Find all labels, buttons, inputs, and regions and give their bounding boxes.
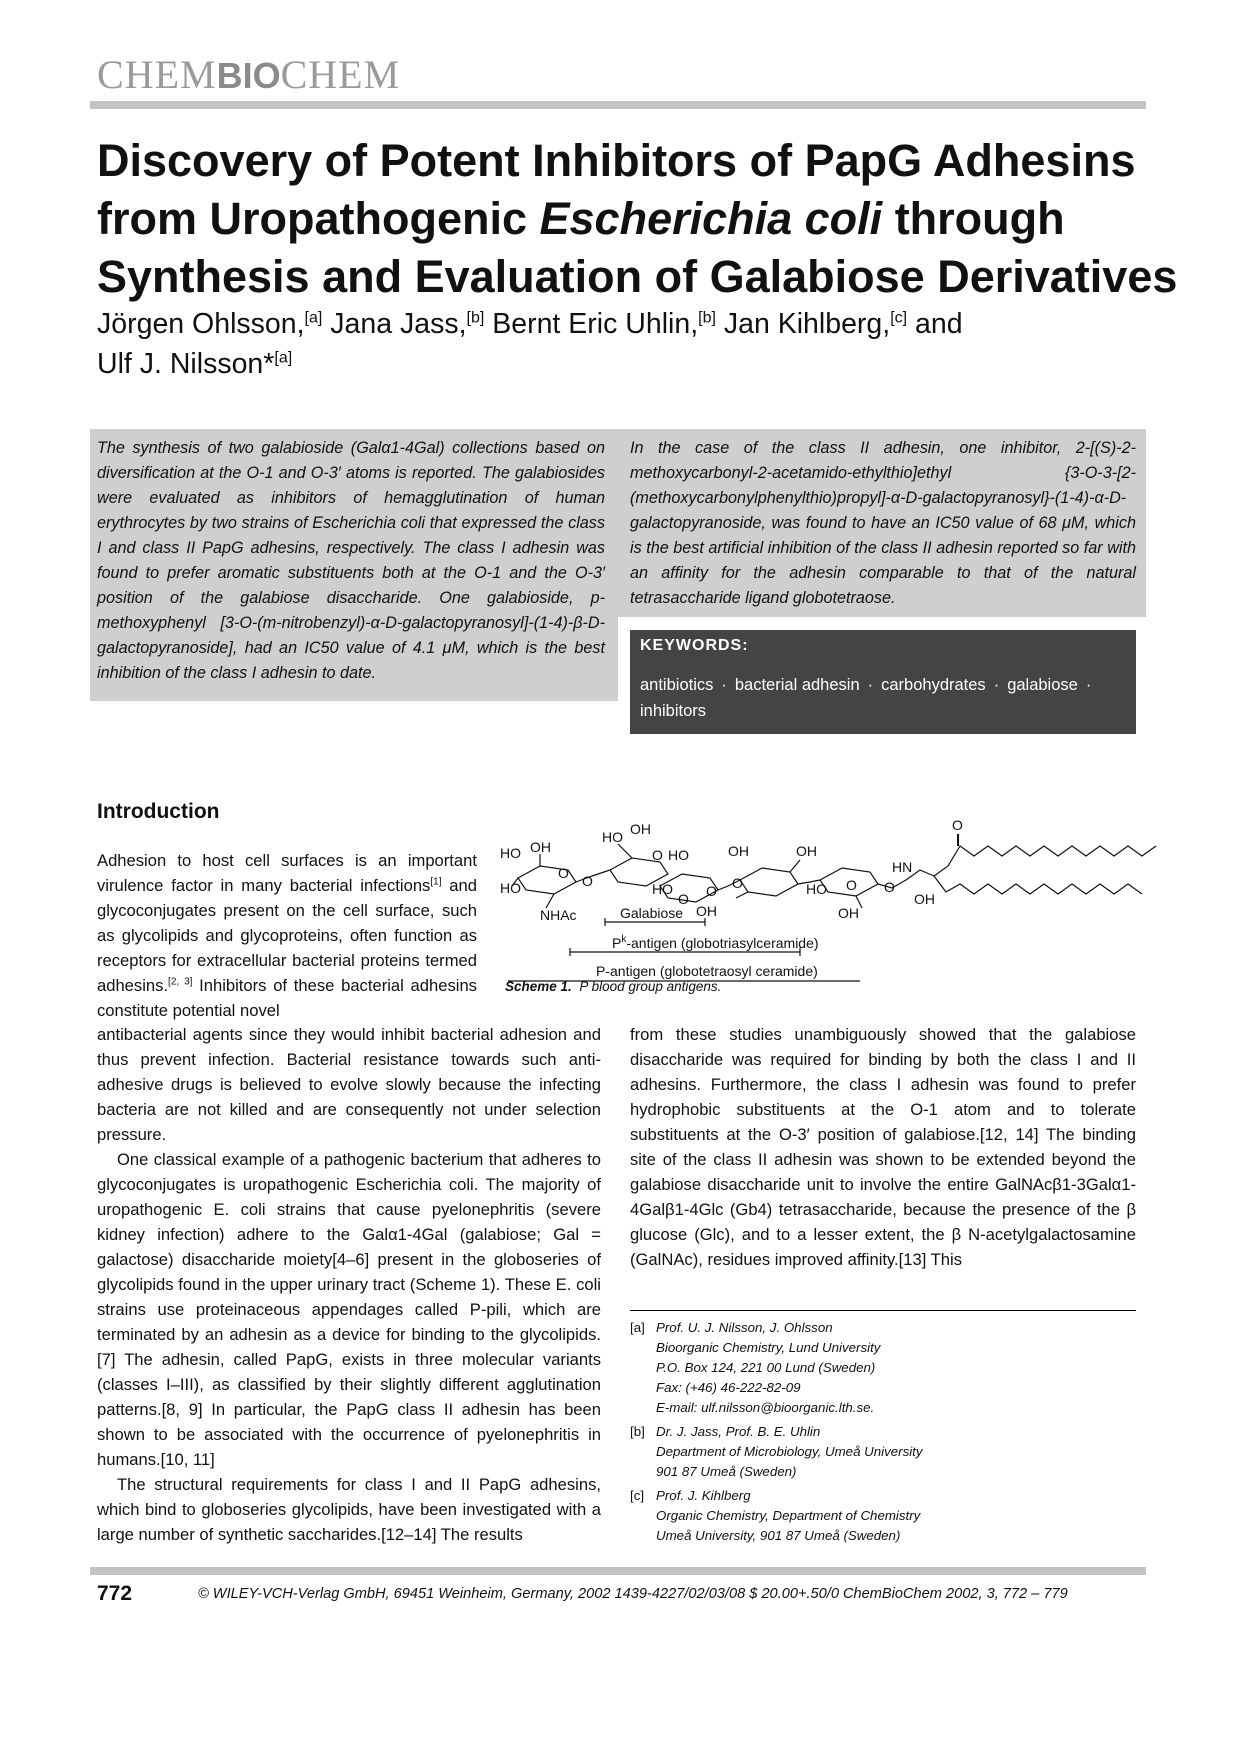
scheme-label: HO [602, 829, 623, 845]
intro-text: and glycoconjugates present on the cell surface, such as glycolipids and glycoproteins, often function as receptors for extracellular bacterial proteins termed adhesins. [97, 876, 477, 995]
section-heading-introduction: Introduction [97, 800, 220, 823]
keyword: inhibitors [640, 702, 707, 720]
keywords-list [640, 672, 1130, 724]
footer-citation: © WILEY-VCH-Verlag GmbH, 69451 Weinheim, Germany, 2002 1439-4227/02/03/08 $ 20.00+.50/0 ChemBioChem 2002, 3, 772 – 779 [198, 1586, 1068, 1602]
affiliation-line: Prof. J. Kihlberg [656, 1488, 751, 1503]
keyword: bacterial adhesin [734, 676, 860, 694]
citation: [2, 3] [168, 976, 193, 988]
scheme-label: O [582, 873, 593, 889]
scheme-label: HO [652, 881, 673, 897]
scheme-label: OH [796, 843, 817, 859]
scheme-label: O [678, 891, 689, 907]
scheme-label: O [706, 883, 717, 899]
scheme-pk-antigen-label [612, 934, 819, 951]
scheme-label: O [884, 879, 895, 895]
keyword: carbohydrates [881, 676, 986, 694]
abstract-left: The synthesis of two galabioside (Galα1-4Gal) collections based on diversification at the O-1 and O-3′ atoms is reported. The galabiosides were evaluated as inhibitors of hemagglutination of human erythrocytes by two strains of Escherichia coli that expressed the class I and class II PapG adhesins, respectively. The class I adhesin was found to prefer aromatic substituents both at the O-1 and the O-3′ position of the galabiose disaccharide. One galabioside, p-methoxyphenyl [3-O-(m-nitrobenzyl)-α-D-galactopyranosyl]-(1-4)-β-D-galactopyranoside], had an IC50 value of 4.1 μM, which is the best inhibition of the class I adhesin to date. [97, 439, 605, 682]
scheme-label: OH [728, 843, 749, 859]
affiliation-line: P.O. Box 124, 221 00 Lund (Sweden) [656, 1360, 876, 1375]
scheme-label: O [732, 875, 743, 891]
title-line-3: Synthesis and Evaluation of Galabiose Derivatives [97, 251, 1178, 302]
author-4-affil: [c] [890, 309, 908, 327]
affiliation-tag: [c] [630, 1488, 645, 1503]
affiliation-rule [630, 1310, 1136, 1311]
intro-text: Inhibitors of these bacterial adhesins constitute potential novel [97, 976, 477, 1020]
scheme-label: OH [838, 905, 859, 921]
author-5-affil: [a] [274, 349, 293, 367]
affiliations [630, 1318, 1136, 1550]
intro-column-2: from these studies unambiguously showed that the galabiose disaccharide was required for binding by both the class I and II adhesins. Furthermore, the class I adhesin was found to prefer hydrophobic substituents at the O-1 atom and to tolerate substituents at the O-3′ position of galabiose.[12, 14] The binding site of the class II adhesin was shown to be extended beyond the galabiose disaccharide unit to involve the entire GalNAcβ1-3Galα1-4Galβ1-4Glc (Gb4) tetrasaccharide, because the presence of the β glucose (Glc), and to a lesser extent, the β N-acetylgalactosamine (GalNAc), residues improved affinity.[13] This [630, 1025, 1136, 1269]
scheme-pk-post: -antigen (globotriasylceramide) [626, 935, 819, 951]
journal-logo [97, 52, 401, 97]
author-5: Ulf J. Nilsson* [97, 348, 275, 380]
journal-logo-bio: BIO [216, 55, 281, 96]
affiliation-line: Fax: (+46) 46-222-82-09 [656, 1380, 801, 1395]
title-line-2-post: through [882, 193, 1065, 244]
journal-logo-chem2: CHEM [280, 52, 401, 97]
citation: [1] [430, 876, 442, 888]
scheme-label: NHAc [540, 907, 577, 923]
scheme-p-antigen-label: P-antigen (globotetraosyl ceramide) [596, 963, 818, 979]
abstract-right: In the case of the class II adhesin, one inhibitor, 2-[(S)-2-methoxycarbonyl-2-acetamido-ethylthio]ethyl {3-O-3-[2-(methoxycarbonylphenylthio)propyl]-α-D-galactopyranosyl}-(1-4)-α-D-galactopyranoside, was found to have an IC50 value of 68 μM, which is the best artificial inhibition of the class II adhesin reported so far with an affinity for the adhesin comparable to that of the natural tetrasaccharide ligand globotetraose. [630, 439, 1136, 607]
scheme-label: OH [696, 903, 717, 919]
affiliation-tag: [b] [630, 1424, 645, 1439]
affiliation-tag: [a] [630, 1320, 645, 1335]
affiliation-line: Department of Microbiology, Umeå University [656, 1444, 923, 1459]
scheme-pk-sup: k [621, 934, 627, 945]
scheme-1-structure [500, 800, 1160, 979]
intro-column-1 [97, 1022, 601, 1547]
keywords-heading: KEYWORDS: [640, 637, 749, 654]
article-title [97, 132, 1178, 306]
affiliation-a [630, 1318, 1136, 1418]
scheme-label: HN [892, 859, 913, 875]
affiliation-line: Bioorganic Chemistry, Lund University [656, 1340, 881, 1355]
affiliation-line: 901 87 Umeå (Sweden) [656, 1464, 797, 1479]
intro-paragraph-1-part-2: antibacterial agents since they would inhibit bacterial adhesion and thus prevent infection. Bacterial resistance towards such anti-adhesive drugs is believed to evolve slowly because the infecting bacteria are not killed and are consequently not under selection pressure. [97, 1025, 601, 1144]
author-3: Bernt Eric Uhlin, [492, 308, 699, 340]
scheme-label: O [952, 817, 963, 833]
affiliation-text [656, 1422, 923, 1482]
keyword-separator: · [721, 676, 727, 694]
scheme-caption-label: Scheme 1. [505, 979, 572, 994]
keyword: galabiose [1007, 676, 1078, 694]
author-1: Jörgen Ohlsson, [97, 308, 305, 340]
scheme-label: O [846, 877, 857, 893]
author-3-affil: [b] [698, 309, 716, 327]
author-list [97, 304, 1097, 384]
scheme-1-caption [505, 979, 721, 994]
intro-paragraph-2: One classical example of a pathogenic bacterium that adheres to glycoconjugates is uropathogenic Escherichia coli. The majority of uropathogenic E. coli strains that cause pyelonephritis (severe kidney infection) adhere to the Galα1-4Gal (galabiose; Gal = galactose) disaccharide moiety[4–6] present in the globoseries of glycolipids found in the upper urinary tract (Scheme 1). These E. coli strains use proteinaceous appendages called P-pili, which are terminated by an adhesin as a device for binding to the glycolipids.[7] The adhesin, called PapG, exists in three molecular variants (classes I–III), as classified by their slightly different agglutination patterns.[8, 9] In particular, the PapG class II adhesin has been shown to be associated with the occurrence of pyelonephritis in humans.[10, 11] [97, 1150, 601, 1469]
scheme-caption-text: P blood group antigens. [579, 979, 722, 994]
scheme-label: HO [806, 881, 827, 897]
intro-text: Adhesion to host cell surfaces is an important virulence factor in many bacterial infections [97, 851, 477, 895]
scheme-label: OH [530, 839, 551, 855]
keyword: antibiotics [640, 676, 714, 694]
title-line-1: Discovery of Potent Inhibitors of PapG Adhesins [97, 135, 1136, 186]
scheme-pk-pre: P [612, 935, 622, 951]
scheme-galabiose-label: Galabiose [620, 905, 684, 921]
keyword-separator: · [1085, 676, 1092, 694]
scheme-label: HO [668, 847, 689, 863]
affiliation-text [656, 1486, 920, 1546]
footer-rule [90, 1567, 1146, 1575]
scheme-label: OH [630, 821, 651, 837]
affiliation-c [630, 1486, 1136, 1546]
author-2-affil: [b] [466, 309, 485, 327]
keyword-separator: · [867, 676, 874, 694]
author-and: and [915, 308, 963, 340]
journal-logo-chem1: CHEM [97, 52, 217, 97]
affiliation-line: Organic Chemistry, Department of Chemistry [656, 1508, 921, 1523]
scheme-label: O [652, 847, 663, 863]
affiliation-line: Umeå University, 901 87 Umeå (Sweden) [656, 1528, 901, 1543]
author-4: Jan Kihlberg, [723, 308, 891, 340]
scheme-label: O [558, 865, 569, 881]
page-number: 772 [97, 1582, 133, 1605]
intro-paragraph-1-part-1 [97, 848, 477, 1023]
affiliation-line: Prof. U. J. Nilsson, J. Ohlsson [656, 1320, 833, 1335]
intro-paragraph-3: The structural requirements for class I and II PapG adhesins, which bind to globoseries glycolipids, have been investigated with a large number of synthetic saccharides.[12–14] The results [97, 1475, 601, 1544]
title-line-2-pre: from Uropathogenic [97, 193, 540, 244]
keyword-separator: · [993, 676, 1000, 694]
affiliation-line: Dr. J. Jass, Prof. B. E. Uhlin [656, 1424, 821, 1439]
header-rule [90, 101, 1146, 109]
scheme-label: HO [500, 880, 521, 896]
affiliation-text [656, 1318, 880, 1418]
scheme-label: HO [500, 845, 521, 861]
scheme-label: OH [914, 891, 935, 907]
affiliation-b [630, 1422, 1136, 1482]
author-2: Jana Jass, [330, 308, 467, 340]
title-line-2 [97, 190, 1157, 248]
affiliation-email: E-mail: ulf.nilsson@bioorganic.lth.se. [656, 1400, 875, 1415]
title-line-2-italic: Escherichia coli [539, 193, 883, 244]
author-1-affil: [a] [304, 309, 323, 327]
